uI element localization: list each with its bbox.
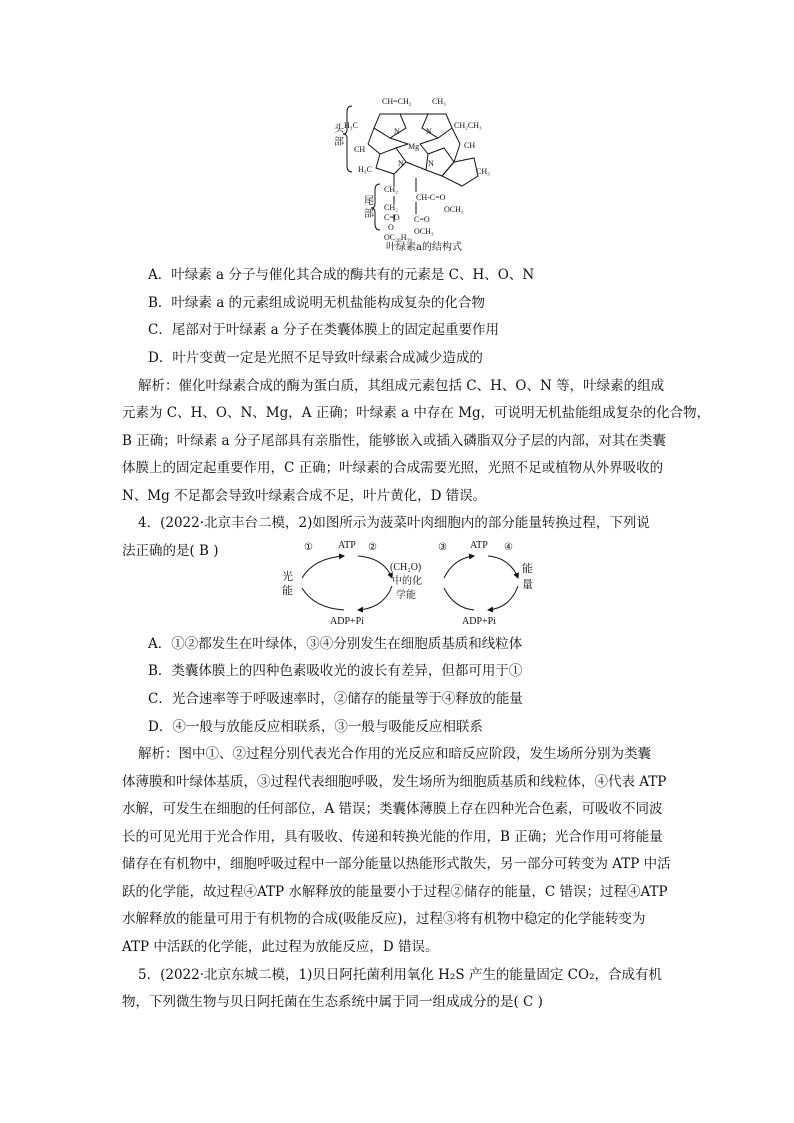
chlorophyll-a-structure-figure xyxy=(328,92,528,258)
adp-label-2: ADP+Pi xyxy=(462,616,496,627)
q4-analysis-line-5: 储存在有机物中，细胞呼吸过程中一部分能量以热能形式散失，另一部分可转变为 ATP 中活 xyxy=(122,856,671,872)
nitrogen-3: N xyxy=(398,159,404,168)
q5-stem-line-2: 物，下列微生物与贝日阿托菌在生态系统中属于同一组成成分的是( C ) xyxy=(122,994,543,1010)
tail-carbonyl: C=O xyxy=(384,213,400,222)
q3-option-d: D．叶片变黄一定是光照不足导致叶绿素合成减少造成的 xyxy=(148,350,483,366)
methyl-right: CH₃ xyxy=(476,167,490,176)
methine-right: CH xyxy=(464,141,476,150)
q4-analysis-line-1: 解析：图中①、②过程分别代表光合作用的光反应和暗反应阶段，发生场所分别为类囊 xyxy=(138,746,651,762)
head-label-1: 头 xyxy=(334,124,344,135)
nitrogen-2: N xyxy=(426,127,432,136)
figure-1-caption: 叶绿素a的结构式 xyxy=(386,242,462,253)
magnesium-atom: Mg xyxy=(408,142,420,151)
light-energy-2: 能 xyxy=(282,585,293,597)
q4-option-b: B．类囊体膜上的四种色素吸收光的波长有差异，但都可用于① xyxy=(148,663,523,679)
middle-label-2: 中的化 xyxy=(392,576,422,587)
nitrogen-1: N xyxy=(394,127,400,136)
energy-label-2: 量 xyxy=(522,579,533,591)
q4-analysis-line-2: 体薄膜和叶绿体基质，③过程代表细胞呼吸，发生场所为细胞质基质和线粒体，④代表 ATP xyxy=(122,774,667,790)
step-2-marker: ② xyxy=(368,542,377,553)
ring-methoxy: OCH₃ xyxy=(444,205,464,214)
tail-ch2-b: CH₂ xyxy=(384,203,398,212)
q4-stem-line-1: 4．(2022·北京丰台二模，2)如图所示为菠菜叶肉细胞内的部分能量转换过程，下列说 xyxy=(138,515,650,531)
q3-option-b: B．叶绿素 a 的元素组成说明无机盐能构成复杂的化合物 xyxy=(148,295,486,311)
q3-option-a: A．叶绿素 a 分子与催化其合成的酶共有的元素是 C、H、O、N xyxy=(148,267,535,283)
q4-option-a: A．①②都发生在叶绿体，③④分别发生在细胞质基质和线粒体 xyxy=(148,636,523,652)
tail-label-2: 部 xyxy=(364,209,374,220)
adp-label-1: ADP+Pi xyxy=(330,616,364,627)
ring-ketone: CH-C=O xyxy=(416,193,446,202)
atp-label-1: ATP xyxy=(338,540,356,551)
step-1-marker: ① xyxy=(304,542,313,553)
step-3-marker: ③ xyxy=(438,542,447,553)
head-label-2: 部 xyxy=(334,137,344,148)
methyl-left: H₃C xyxy=(344,121,358,130)
vinyl-group: CH=CH₂ xyxy=(382,97,412,106)
tail-oxygen: O xyxy=(388,223,394,232)
q4-option-d: D．④一般与放能反应相联系，③一般与吸能反应相联系 xyxy=(148,719,483,735)
q3-option-c: C．尾部对于叶绿素 a 分子在类囊体膜上的固定起重要作用 xyxy=(148,322,499,338)
q3-analysis-line-4: 体膜上的固定起重要作用，C 正确；叶绿素的合成需要光照，光照不足或植物从外界吸收的 xyxy=(122,460,664,476)
q4-analysis-line-8: ATP 中活跃的化学能，此过程为放能反应，D 错误。 xyxy=(122,939,439,955)
q4-stem-line-2: 法正确的是( B ) xyxy=(122,543,219,559)
q4-analysis-line-3: 水解，可发生在细胞的任何部位，A 错误；类囊体薄膜上存在四种光合色素，可吸收不同波 xyxy=(122,801,663,817)
ring-methoxy-2: OCH₃ xyxy=(414,227,434,236)
q3-analysis-line-2: 元素为 C、H、O、N、Mg，A 正确；叶绿素 a 中存在 Mg，可说明无机盐能组成复杂的化合物， xyxy=(122,405,711,421)
methine-left: CH xyxy=(354,145,366,154)
energy-label-1: 能 xyxy=(522,563,533,575)
middle-label-3: 学能 xyxy=(396,590,416,601)
light-energy-1: 光 xyxy=(282,571,293,583)
methyl-top: CH₃ xyxy=(432,97,446,106)
tail-ester: OC₂₀H₃₉ xyxy=(384,233,413,242)
q3-analysis-line-3: B 正确；叶绿素 a 分子尾部具有亲脂性，能够嵌入或插入磷脂双分子层的内部，对其在类囊 xyxy=(122,433,666,449)
q3-analysis-line-1: 解析：催化叶绿素合成的酶为蛋白质，其组成元素包括 C、H、O、N 等，叶绿素的组成 xyxy=(138,378,665,394)
ethyl-group: CH₂CH₃ xyxy=(454,121,482,130)
tail-label-1: 尾 xyxy=(364,196,374,207)
nitrogen-4: N xyxy=(428,159,434,168)
q5-stem-line-1: 5．(2022·北京东城二模，1)贝日阿托菌利用氧化 H₂S 产生的能量固定 CO₂，合成有机 xyxy=(138,967,662,983)
atp-label-2: ATP xyxy=(470,540,488,551)
methyl-left-2: H₃C xyxy=(358,165,372,174)
q4-analysis-line-6: 跃的化学能，故过程④ATP 水解释放的能量要小于过程②储存的能量，C 错误；过程④ATP xyxy=(122,884,668,900)
q3-analysis-line-5: N、Mg 不足都会导致叶绿素合成不足，叶片黄化，D 错误。 xyxy=(122,488,487,504)
q4-option-c: C．光合速率等于呼吸速率时，②储存的能量等于④释放的能量 xyxy=(148,691,523,707)
ring-carbonyl: C=O xyxy=(414,215,430,224)
energy-conversion-figure xyxy=(274,536,536,628)
q4-analysis-line-4: 长的可见光用于光合作用，具有吸收、传递和转换光能的作用，B 正确；光合作用可将能量 xyxy=(122,829,663,845)
step-4-marker: ④ xyxy=(504,542,513,553)
middle-label-1: (CH₂O) xyxy=(390,562,422,573)
q4-analysis-line-7: 水解释放的能量可用于有机物的合成(吸能反应)，过程③将有机物中稳定的化学能转变为 xyxy=(122,911,646,927)
tail-ch2-a: CH₂ xyxy=(384,185,398,194)
